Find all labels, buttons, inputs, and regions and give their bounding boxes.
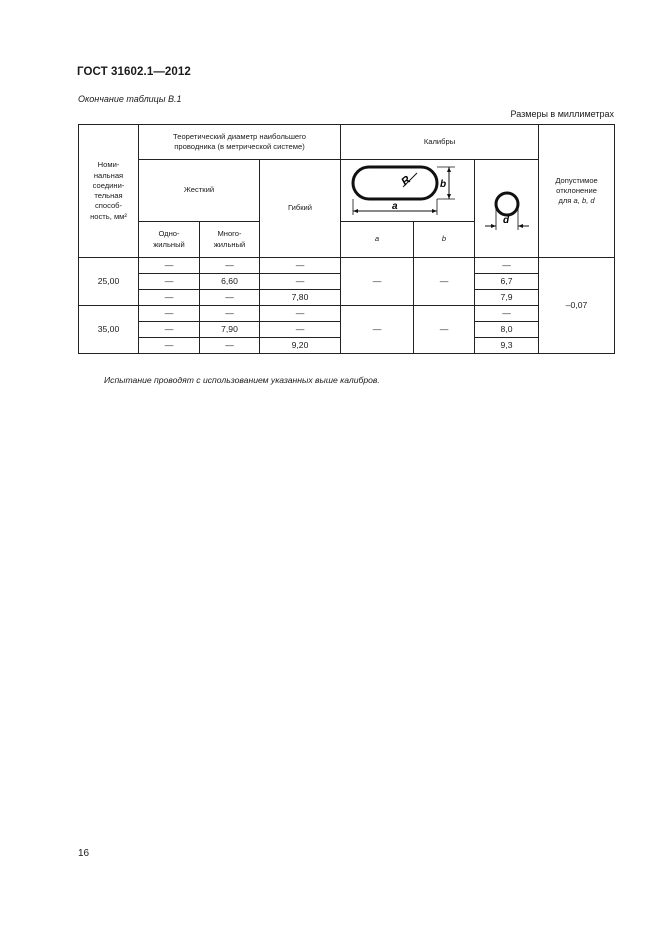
header-tolerance: Допустимое отклонение для a, b, d xyxy=(539,125,615,258)
header-gauges: Калибры xyxy=(341,125,539,160)
multi-cell: — xyxy=(200,306,260,322)
standard-title: ГОСТ 31602.1—2012 xyxy=(77,66,191,78)
multi-cell: — xyxy=(200,338,260,354)
header-single: Одно- жильный xyxy=(139,222,200,258)
multi-cell: — xyxy=(200,258,260,274)
d-cell: 7,9 xyxy=(475,290,539,306)
multi-cell: — xyxy=(200,290,260,306)
oval-gauge-figure xyxy=(341,160,475,222)
single-cell: — xyxy=(139,290,200,306)
single-cell: — xyxy=(139,274,200,290)
tolerance-cell: –0,07 xyxy=(539,258,615,354)
gauge-label-r: R xyxy=(399,173,414,188)
header-b: b xyxy=(414,222,475,258)
header-rigid: Жесткий xyxy=(139,160,260,222)
single-cell: — xyxy=(139,306,200,322)
a-cell: — xyxy=(341,258,414,306)
d-cell: 8,0 xyxy=(475,322,539,338)
oval-gauge-drawing xyxy=(343,161,473,221)
header-theoretical: Теоретический диаметр наибольшего проводника (в метрической системе) xyxy=(139,125,341,160)
single-cell: — xyxy=(139,338,200,354)
b-cell: — xyxy=(414,258,475,306)
round-gauge-drawing xyxy=(479,174,535,244)
header-flexible: Гибкий xyxy=(260,160,341,258)
flex-cell: 7,80 xyxy=(260,290,341,306)
single-cell: — xyxy=(139,258,200,274)
flex-cell: 9,20 xyxy=(260,338,341,354)
flex-cell: — xyxy=(260,306,341,322)
flex-cell: — xyxy=(260,322,341,338)
a-cell: — xyxy=(341,306,414,354)
header-nominal: Номи- нальная соедини- тельная способ- ность, мм² xyxy=(79,125,139,258)
b-cell: — xyxy=(414,306,475,354)
flex-cell: — xyxy=(260,274,341,290)
footnote: Испытание проводят с использованием указанных выше калибров. xyxy=(104,375,380,385)
page-number: 16 xyxy=(78,848,90,859)
nominal-cell: 35,00 xyxy=(79,306,139,354)
d-cell: — xyxy=(475,306,539,322)
gauge-label-b: b xyxy=(440,178,447,190)
d-cell: — xyxy=(475,258,539,274)
table-caption: Окончание таблицы В.1 xyxy=(78,94,182,104)
gauge-label-a: a xyxy=(392,200,398,212)
round-gauge-figure xyxy=(475,160,539,258)
header-multi: Много- жильный xyxy=(200,222,260,258)
multi-cell: 7,90 xyxy=(200,322,260,338)
d-cell: 9,3 xyxy=(475,338,539,354)
nominal-cell: 25,00 xyxy=(79,258,139,306)
header-a: a xyxy=(341,222,414,258)
gauge-table xyxy=(78,124,615,354)
multi-cell: 6,60 xyxy=(200,274,260,290)
single-cell: — xyxy=(139,322,200,338)
units-note: Размеры в миллиметрах xyxy=(510,109,614,119)
d-cell: 6,7 xyxy=(475,274,539,290)
flex-cell: — xyxy=(260,258,341,274)
gauge-label-d: d xyxy=(502,214,509,226)
